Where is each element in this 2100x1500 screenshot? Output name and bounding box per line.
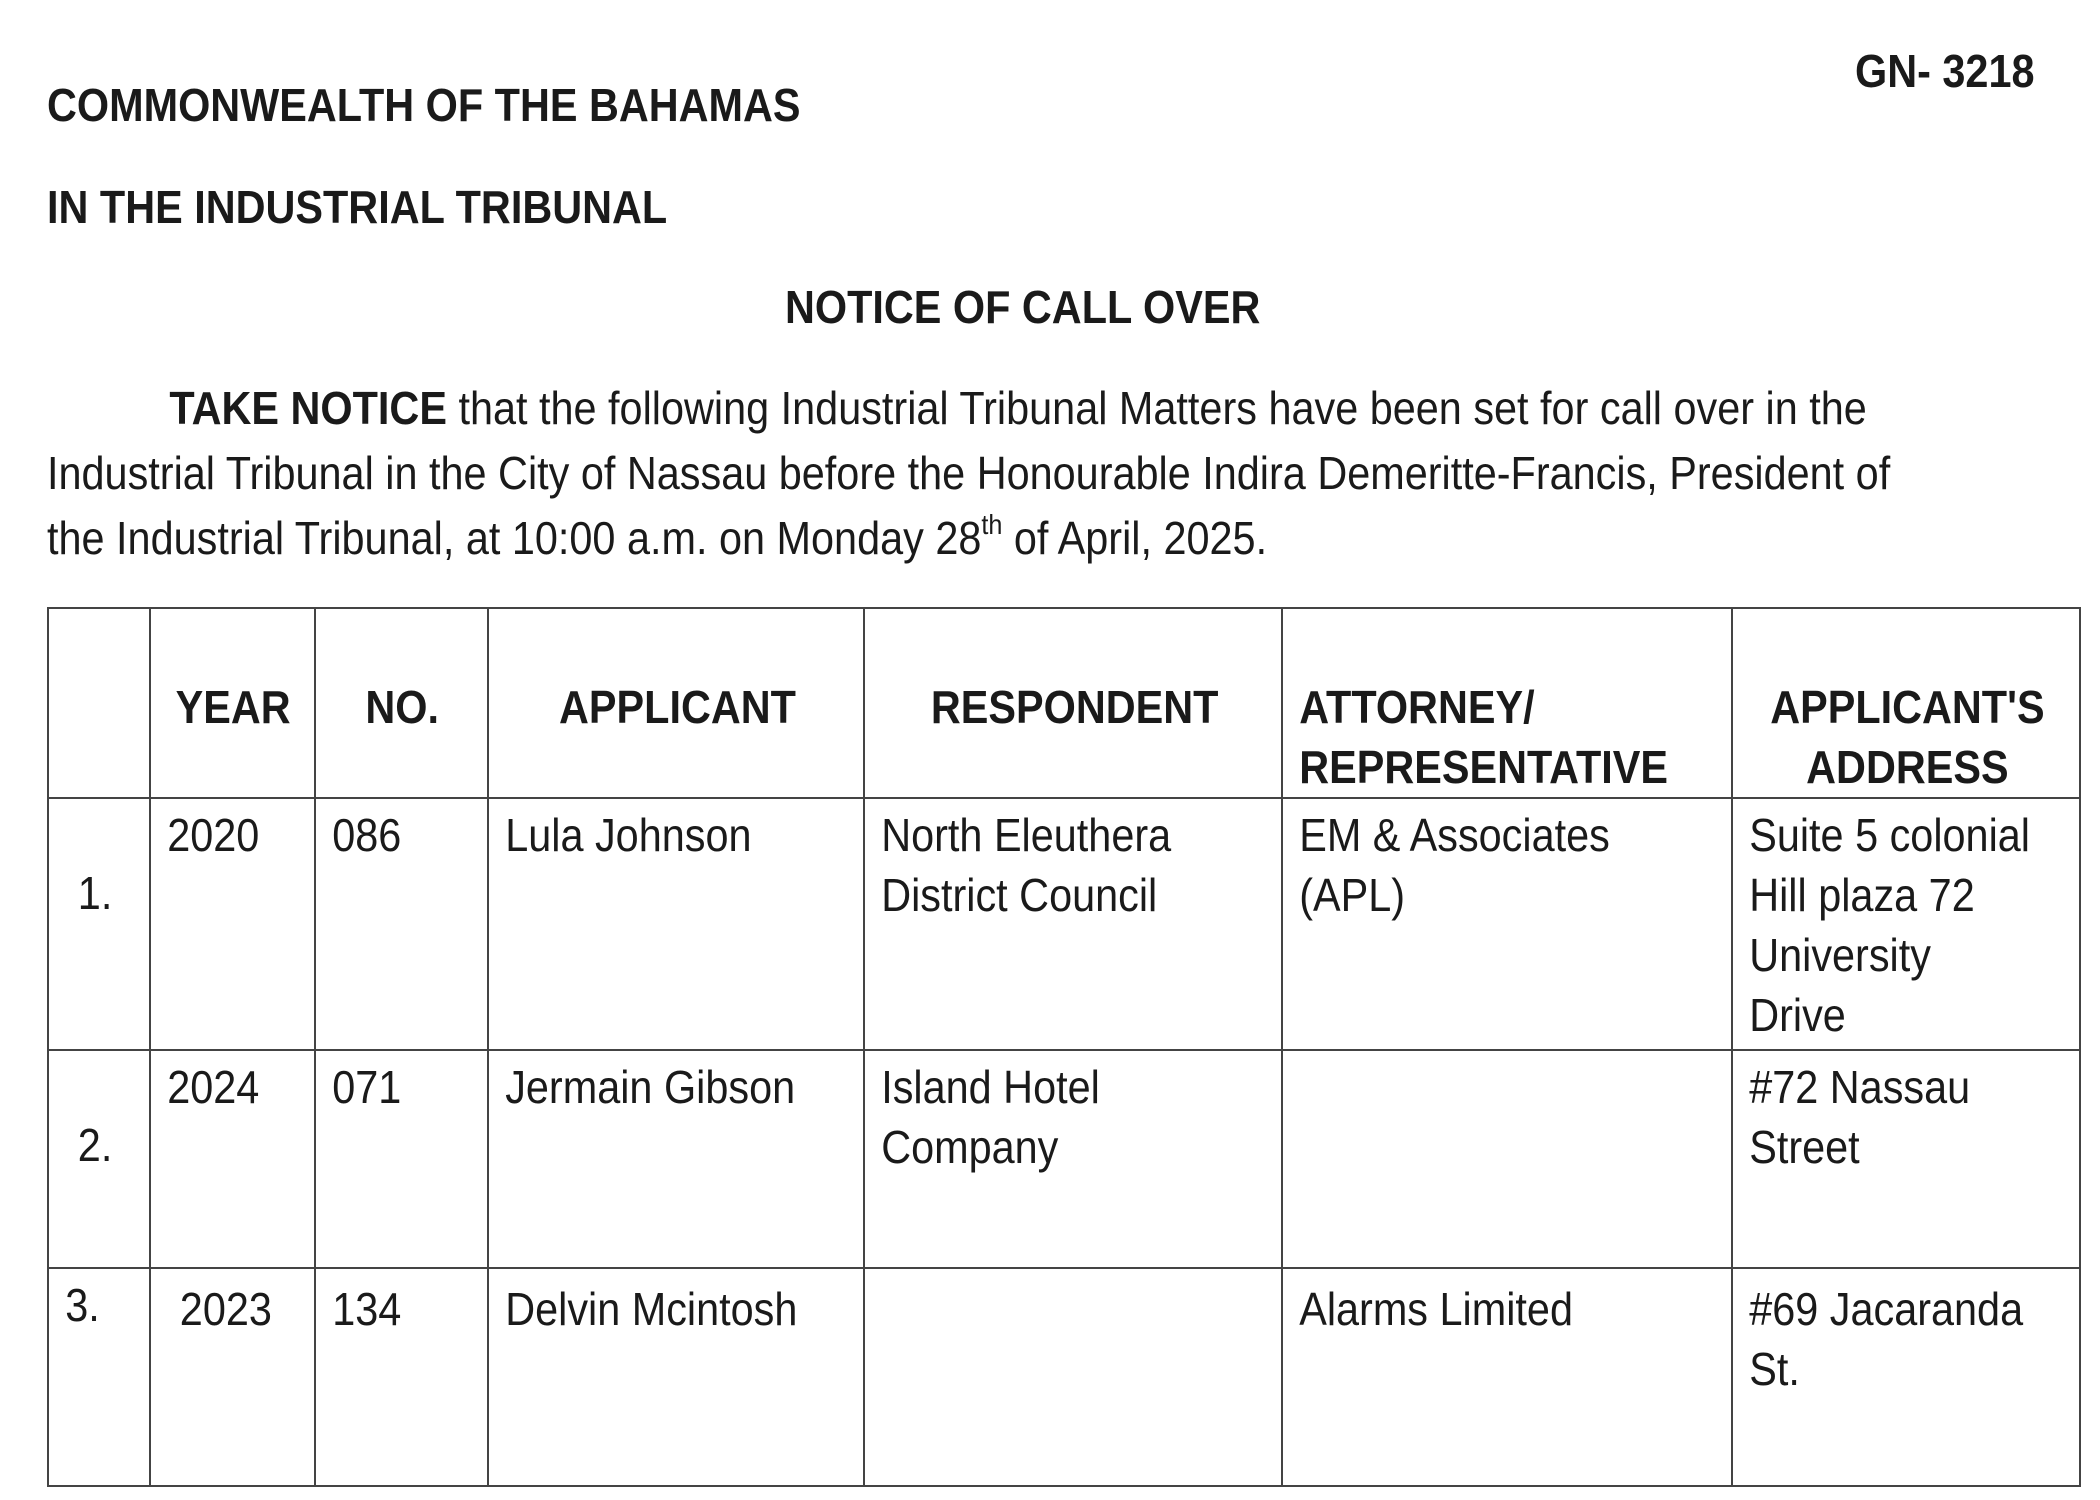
row-year: 2023 bbox=[150, 1268, 315, 1486]
row-index: 1. bbox=[48, 798, 150, 1050]
row-year: 2024 bbox=[150, 1050, 315, 1268]
row-attorney: Alarms Limited bbox=[1282, 1268, 1732, 1486]
row-applicant: Delvin Mcintosh bbox=[488, 1268, 864, 1486]
notice-line-2: Industrial Tribunal in the City of Nassau before the Honourable Indira Demeritte-Francis, President of bbox=[47, 447, 1891, 499]
table-header-row bbox=[48, 608, 2080, 798]
row-address: #72 Nassau Street bbox=[1732, 1050, 2080, 1268]
header-attorney: ATTORNEY/ REPRESENTATIVE bbox=[1282, 608, 1732, 798]
notice-paragraph bbox=[47, 376, 2063, 571]
row-respondent bbox=[864, 1268, 1282, 1486]
notice-line-3-text: the Industrial Tribunal, at 10:00 a.m. on Monday 28 bbox=[47, 512, 982, 564]
country-heading: COMMONWEALTH OF THE BAHAMAS bbox=[47, 79, 801, 131]
header-no: NO. bbox=[315, 608, 488, 798]
table-row bbox=[48, 1050, 2080, 1268]
row-address: #69 Jacaranda St. bbox=[1732, 1268, 2080, 1486]
row-index: 2. bbox=[48, 1050, 150, 1268]
table-row bbox=[48, 1268, 2080, 1486]
row-respondent: Island Hotel Company bbox=[864, 1050, 1282, 1268]
ordinal-suffix: th bbox=[981, 509, 1003, 540]
take-notice-label: TAKE NOTICE bbox=[169, 382, 447, 434]
header-year: YEAR bbox=[150, 608, 315, 798]
notice-line-3-end: of April, 2025. bbox=[1002, 512, 1268, 564]
row-index: 3. bbox=[48, 1268, 150, 1486]
row-case-number: 071 bbox=[315, 1050, 488, 1268]
header-respondent: RESPONDENT bbox=[864, 608, 1282, 798]
row-applicant: Jermain Gibson bbox=[488, 1050, 864, 1268]
notice-line-3 bbox=[47, 506, 2063, 571]
court-heading: IN THE INDUSTRIAL TRIBUNAL bbox=[47, 181, 668, 233]
call-over-table bbox=[47, 607, 2081, 1487]
row-attorney: EM & Associates (APL) bbox=[1282, 798, 1732, 1050]
gazette-number: GN- 3218 bbox=[1855, 45, 2035, 97]
row-year: 2020 bbox=[150, 798, 315, 1050]
notice-line-1 bbox=[47, 376, 2063, 441]
row-attorney bbox=[1282, 1050, 1732, 1268]
notice-title: NOTICE OF CALL OVER bbox=[785, 281, 1261, 333]
row-case-number: 134 bbox=[315, 1268, 488, 1486]
row-case-number: 086 bbox=[315, 798, 488, 1050]
notice-line-1-text: that the following Industrial Tribunal Matters have been set for call over in the bbox=[446, 382, 1867, 434]
row-respondent: North Eleuthera District Council bbox=[864, 798, 1282, 1050]
row-applicant: Lula Johnson bbox=[488, 798, 864, 1050]
table-row bbox=[48, 798, 2080, 1050]
row-address: Suite 5 colonial Hill plaza 72 University Drive bbox=[1732, 798, 2080, 1050]
header-index bbox=[48, 608, 150, 798]
header-address: APPLICANT'S ADDRESS bbox=[1732, 608, 2080, 798]
header-applicant: APPLICANT bbox=[488, 608, 864, 798]
